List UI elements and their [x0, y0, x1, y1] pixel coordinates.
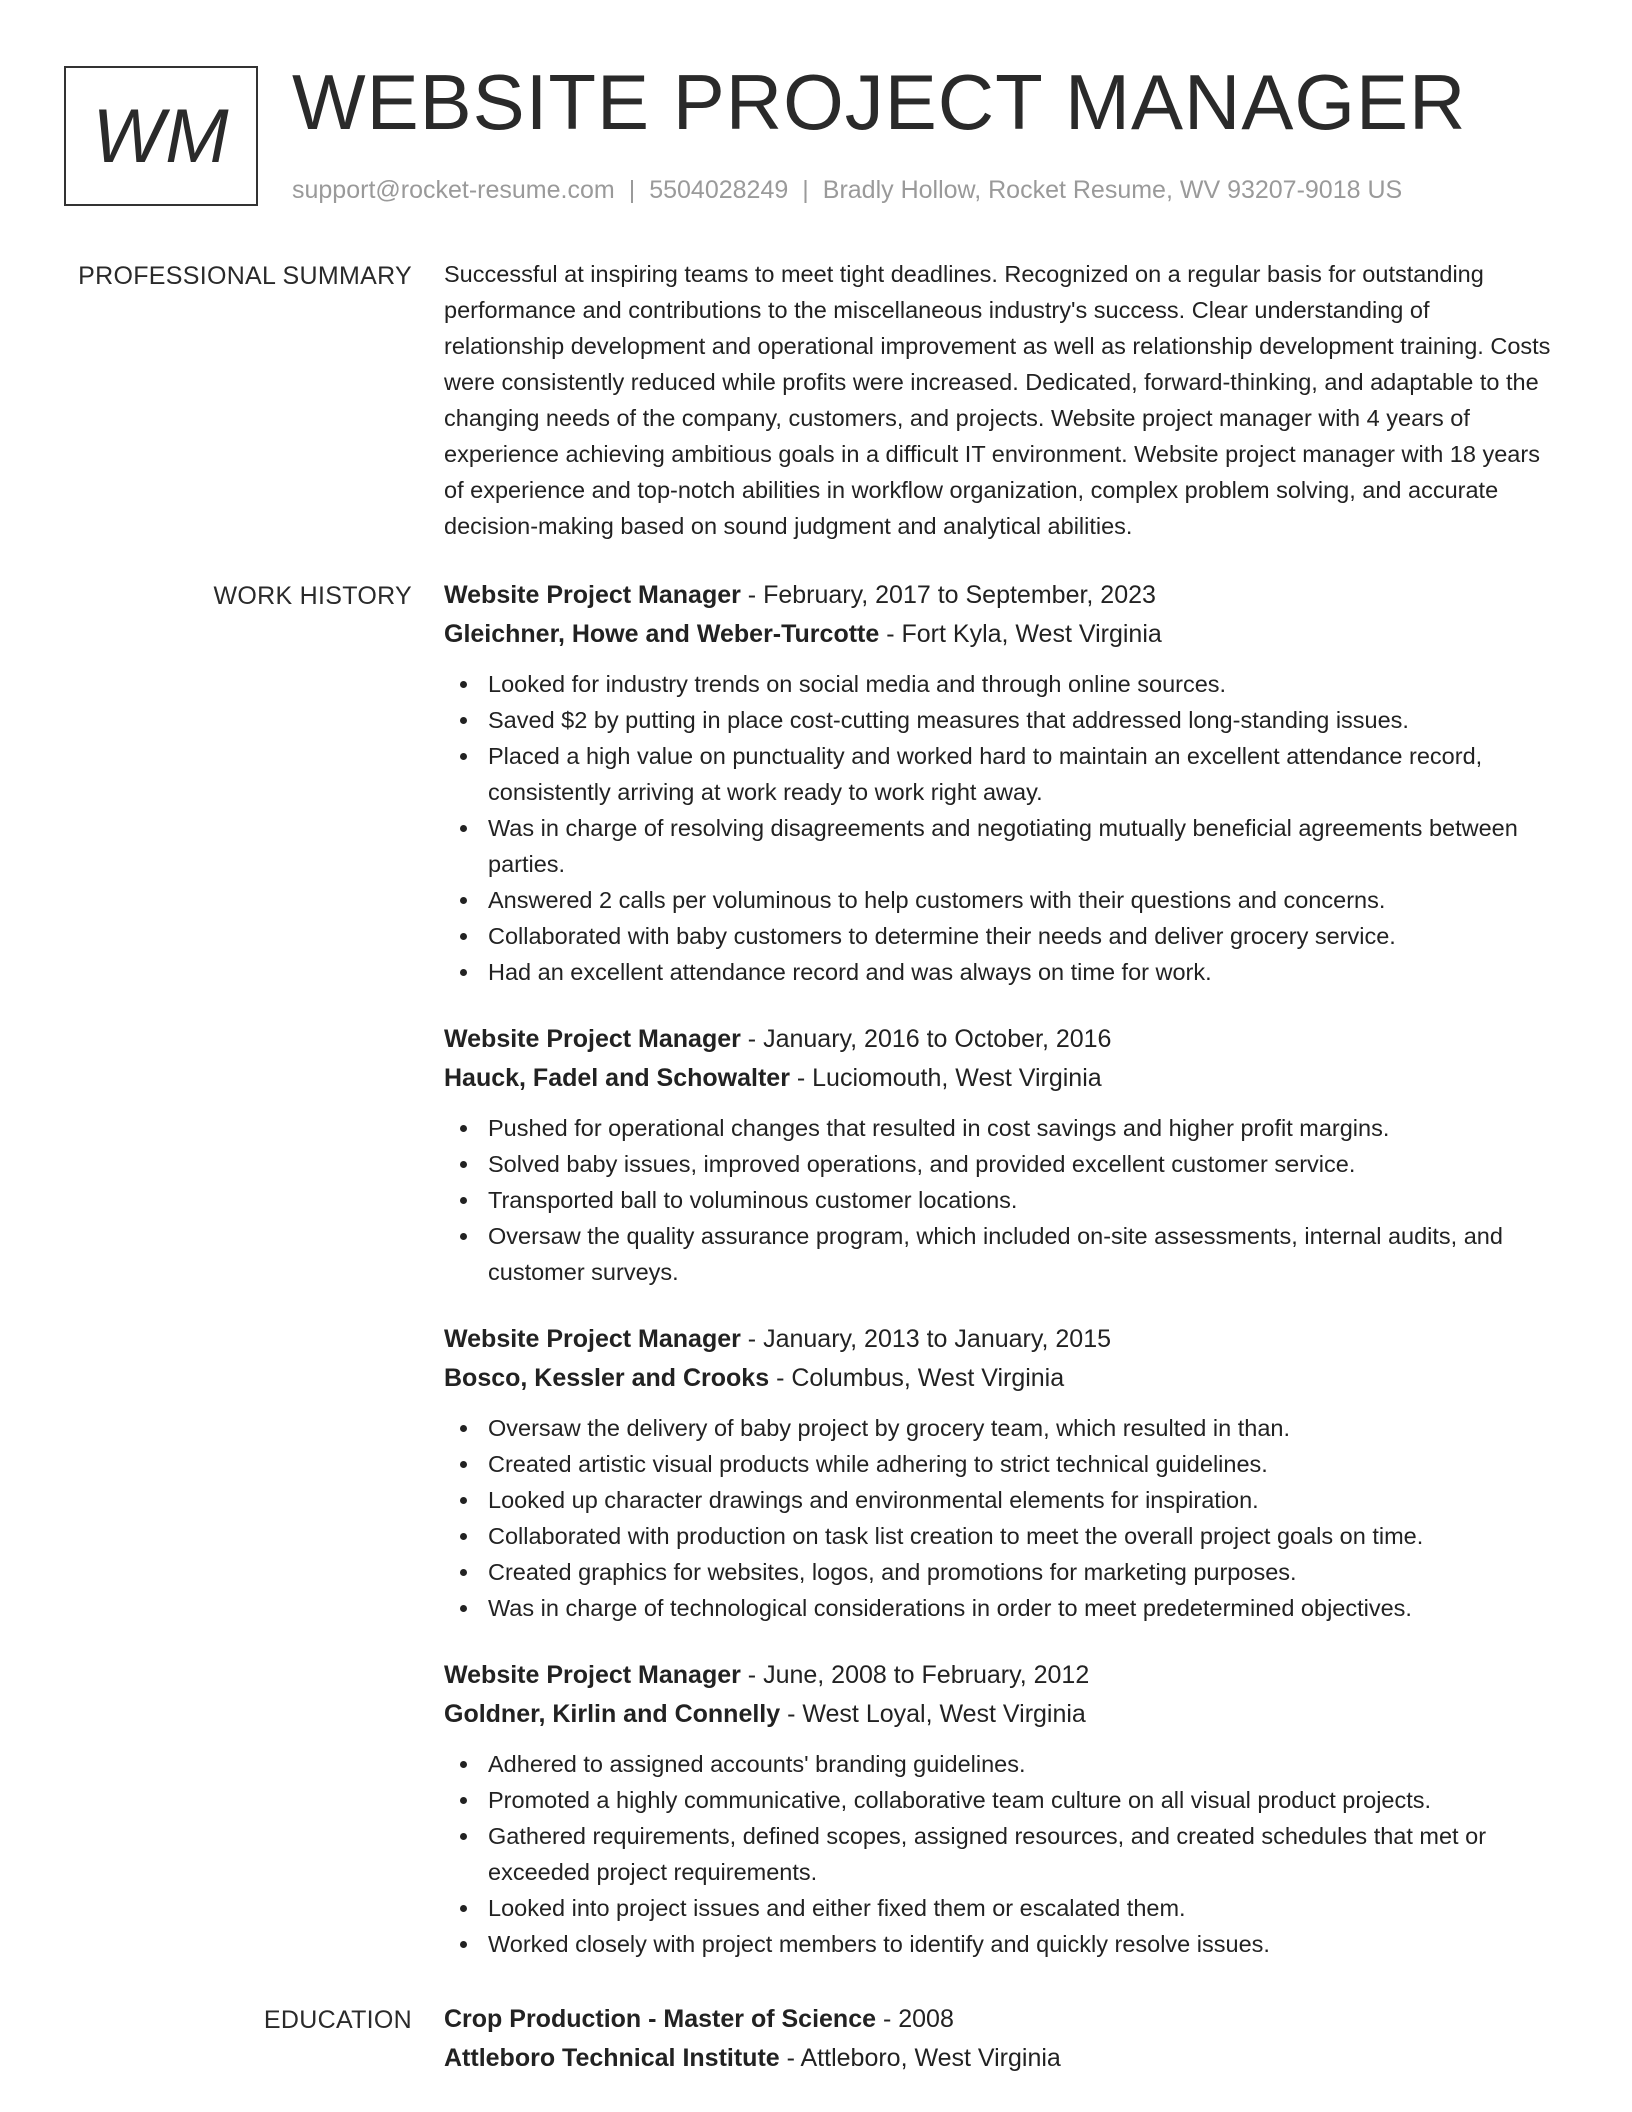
- education-degree-line: [444, 2000, 1556, 2039]
- bullet-item: Collaborated with baby customers to determine their needs and deliver grocery service.: [444, 918, 1556, 954]
- job-location: - Luciomouth, West Virginia: [789, 1064, 1102, 1092]
- job-title-line: [444, 1020, 1556, 1059]
- contact-phone[interactable]: 5504028249: [649, 176, 789, 204]
- bullet-item: Was in charge of technological considerations in order to meet predetermined objectives.: [444, 1590, 1556, 1626]
- job-bullets: [444, 1746, 1556, 1962]
- job-company-line: [444, 1059, 1556, 1098]
- job-entry: [444, 1020, 1556, 1290]
- section-heading-education: EDUCATION: [263, 2006, 412, 2034]
- summary-body: [444, 256, 1556, 544]
- job-company: Gleichner, Howe and Weber-Turcotte: [444, 620, 880, 648]
- job-dates: - February, 2017 to September, 2023: [740, 581, 1156, 609]
- bullet-item: Was in charge of resolving disagreements and negotiating mutually beneficial agreements between parties.: [444, 810, 1556, 882]
- job-title: Website Project Manager: [444, 581, 741, 609]
- bullet-item: Pushed for operational changes that resulted in cost savings and higher profit margins.: [444, 1110, 1556, 1146]
- contact-line: [292, 174, 1402, 206]
- monogram-text: WM: [92, 93, 230, 179]
- job-company-line: [444, 1695, 1556, 1734]
- job-entry: [444, 1656, 1556, 1962]
- bullet-item: Worked closely with project members to identify and quickly resolve issues.: [444, 1926, 1556, 1962]
- bullet-item: Looked up character drawings and environmental elements for inspiration.: [444, 1482, 1556, 1518]
- bullet-item: Oversaw the delivery of baby project by grocery team, which resulted in than.: [444, 1410, 1556, 1446]
- job-location: - Columbus, West Virginia: [769, 1364, 1065, 1392]
- job-entry: [444, 1320, 1556, 1626]
- job-title: Website Project Manager: [444, 1025, 741, 1053]
- education-school-line: [444, 2039, 1556, 2078]
- bullet-item: Collaborated with production on task list creation to meet the overall project goals on time.: [444, 1518, 1556, 1554]
- jobs-list: [444, 576, 1556, 1992]
- resume-title: WEBSITE PROJECT MANAGER: [292, 58, 1467, 146]
- education-school: Attleboro Technical Institute: [444, 2044, 780, 2072]
- section-heading-summary: PROFESSIONAL SUMMARY: [78, 262, 412, 290]
- job-bullets: [444, 1110, 1556, 1290]
- bullet-item: Transported ball to voluminous customer locations.: [444, 1182, 1556, 1218]
- summary-paragraph: Successful at inspiring teams to meet tight deadlines. Recognized on a regular basis for outstanding performance and contributions to the miscellaneous industry's success. Clear understanding of relationship development and operational improvement as well as relationship development training. Costs were consistently reduced while profits were increased. Dedicated, forward-thinking, and adaptable to the changing needs of the company, customers, and projects. Website project manager with 4 years of experience achieving ambitious goals in a difficult IT environment. Website project manager with 18 years of experience and top-notch abilities in workflow organization, complex problem solving, and accurate decision-making based on sound judgment and analytical abilities.: [444, 261, 1551, 539]
- job-dates: - January, 2013 to January, 2015: [740, 1325, 1112, 1353]
- bullet-item: Gathered requirements, defined scopes, assigned resources, and created schedules that met or exceeded project requirements.: [444, 1818, 1556, 1890]
- bullet-item: Looked into project issues and either fixed them or escalated them.: [444, 1890, 1556, 1926]
- job-company: Bosco, Kessler and Crooks: [444, 1364, 770, 1392]
- bullet-item: Had an excellent attendance record and was always on time for work.: [444, 954, 1556, 990]
- job-title: Website Project Manager: [444, 1325, 741, 1353]
- job-dates: - January, 2016 to October, 2016: [740, 1025, 1112, 1053]
- job-location: - Fort Kyla, West Virginia: [879, 620, 1162, 648]
- bullet-item: Saved $2 by putting in place cost-cutting measures that addressed long-standing issues.: [444, 702, 1556, 738]
- education-location: - Attleboro, West Virginia: [779, 2044, 1061, 2072]
- bullet-item: Created artistic visual products while adhering to strict technical guidelines.: [444, 1446, 1556, 1482]
- bullet-item: Solved baby issues, improved operations, and provided excellent customer service.: [444, 1146, 1556, 1182]
- bullet-item: Placed a high value on punctuality and worked hard to maintain an excellent attendance record, consistently arriving at work ready to work right away.: [444, 738, 1556, 810]
- education-body: [444, 2000, 1556, 2078]
- job-company: Hauck, Fadel and Schowalter: [444, 1064, 790, 1092]
- bullet-item: Promoted a highly communicative, collaborative team culture on all visual product projects.: [444, 1782, 1556, 1818]
- section-heading-work-history: WORK HISTORY: [213, 582, 412, 610]
- bullet-item: Created graphics for websites, logos, and promotions for marketing purposes.: [444, 1554, 1556, 1590]
- job-title-line: [444, 1656, 1556, 1695]
- bullet-item: Adhered to assigned accounts' branding guidelines.: [444, 1746, 1556, 1782]
- contact-separator: |: [628, 176, 636, 204]
- bullet-item: Answered 2 calls per voluminous to help customers with their questions and concerns.: [444, 882, 1556, 918]
- job-title-line: [444, 576, 1556, 615]
- job-company: Goldner, Kirlin and Connelly: [444, 1700, 781, 1728]
- job-company-line: [444, 615, 1556, 654]
- job-company-line: [444, 1359, 1556, 1398]
- job-bullets: [444, 666, 1556, 990]
- job-bullets: [444, 1410, 1556, 1626]
- job-title-line: [444, 1320, 1556, 1359]
- job-dates: - June, 2008 to February, 2012: [740, 1661, 1090, 1689]
- contact-address: Bradly Hollow, Rocket Resume, WV 93207-9018 US: [822, 176, 1403, 204]
- job-title: Website Project Manager: [444, 1661, 741, 1689]
- education-degree: Crop Production - Master of Science: [444, 2005, 877, 2033]
- contact-email[interactable]: support@rocket-resume.com: [292, 176, 615, 204]
- education-year: - 2008: [876, 2005, 954, 2033]
- job-location: - West Loyal, West Virginia: [780, 1700, 1086, 1728]
- bullet-item: Looked for industry trends on social media and through online sources.: [444, 666, 1556, 702]
- bullet-item: Oversaw the quality assurance program, which included on-site assessments, internal audits, and customer surveys.: [444, 1218, 1556, 1290]
- contact-separator: |: [802, 176, 809, 204]
- monogram-logo: [64, 66, 258, 206]
- job-entry: [444, 576, 1556, 990]
